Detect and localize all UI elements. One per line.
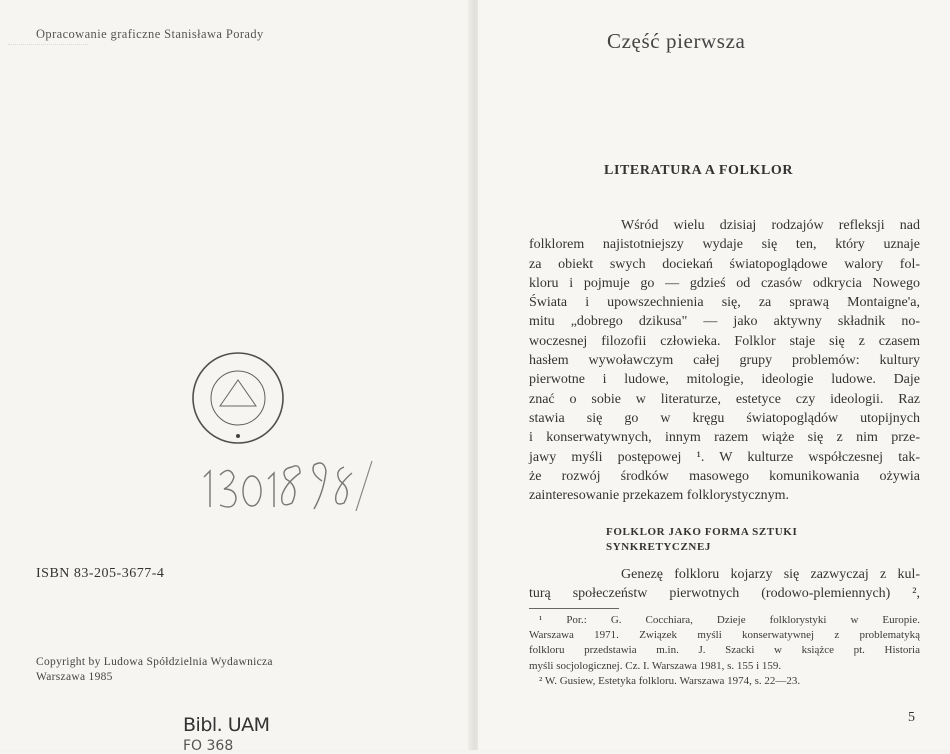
paragraph-line: pierwotne i ludowe, mitologie, ideologie ludowe. Daje [529,372,920,388]
paragraph-line: jawy myśli postępowej ¹. W kulturze współczesnej tak- [529,449,920,465]
paragraph-line: zainteresowanie przekazem folklorystycznym. [529,488,790,504]
handwritten-inventory-number-icon [196,455,376,515]
footnote-line: folkloru przedstawia m.in. J. Szacki w książce pt. Historia [529,644,920,657]
library-mark-sub: FO 368 [183,738,234,754]
second-paragraph [529,565,920,604]
section-title-line: FOLKLOR JAKO FORMA SZTUKI [606,526,798,538]
paragraph-line: i konserwatywnych, innym razem wiąże się z nim prze- [529,430,920,446]
paragraph-line: Świata i upowszechnienia się, za sprawą Montaigne'a, [529,295,920,311]
paragraph-line: stawia się go w kręgu światopoglądów utopijnych [529,410,920,426]
footnote-divider [529,608,619,609]
paragraph-line: kloru i pojmuje go — gdzieś od czasów odkrycia Nowego [529,275,920,291]
copyright-line: Warszawa 1985 [36,671,113,683]
paragraph-line: mitu „dobrego dzikusa" — jako aktywny składnik no- [529,314,920,330]
library-mark: Bibl. UAM [183,714,270,736]
footnote-line: ² W. Gusiew, Estetyka folkloru. Warszawa 1974, s. 22—23. [539,674,801,687]
section-title [606,525,797,555]
paragraph-line: woczesnej filozofii człowieka. Folklor staje się z czasem [529,333,920,349]
paragraph-line: folklorem najistotniejszy wydaje się ten, który uznaje [529,237,920,253]
footnote-line: myśli socjologicznej. Cz. I. Warszawa 1981, s. 155 i 159. [529,659,782,672]
left-page [0,0,472,754]
paragraph-line: Genezę folkloru kojarzy się zazwyczaj z kul- [621,567,920,582]
footnote-line: ¹ Por.: G. Cocchiara, Dzieje folklorystyki w Europie. [539,614,920,626]
isbn: ISBN 83-205-3677-4 [36,566,165,581]
paragraph-line: Wśród wielu dzisiaj rodzajów refleksji nad [621,218,920,233]
graphic-design-credit: Opracowanie graficzne Stanisława Porady [36,27,264,41]
footnote-line: Warszawa 1971. Związek myśli konserwatywnej z problematyką [529,629,920,642]
library-stamp-icon [190,350,286,446]
paragraph-line: turą społeczeństw pierwotnych (rodowo-plemiennych) ², [529,586,920,602]
part-title: Część pierwsza [607,29,746,53]
copyright-line: Copyright by Ludowa Spółdzielnia Wydawnicza [36,656,273,668]
paragraph-line: hasłem wywoławczym całej grupy problemów: kultury [529,353,920,369]
section-title-line: SYNKRETYCZNEJ [606,541,711,553]
page-number: 5 [908,710,915,725]
main-paragraph [529,216,920,505]
show-through-mark [8,44,88,67]
paragraph-line: że rozwój środków masowego komunikowania ożywia [529,468,920,484]
paragraph-line: znać o sobie w literaturze, estetyce czy ideologii. Raz [529,391,920,407]
chapter-title: LITERATURA A FOLKLOR [604,163,794,178]
paragraph-line: za obiekt swych dociekań światopoglądowe walory fol- [529,256,920,272]
footnotes [529,613,920,689]
copyright-notice [36,655,273,685]
